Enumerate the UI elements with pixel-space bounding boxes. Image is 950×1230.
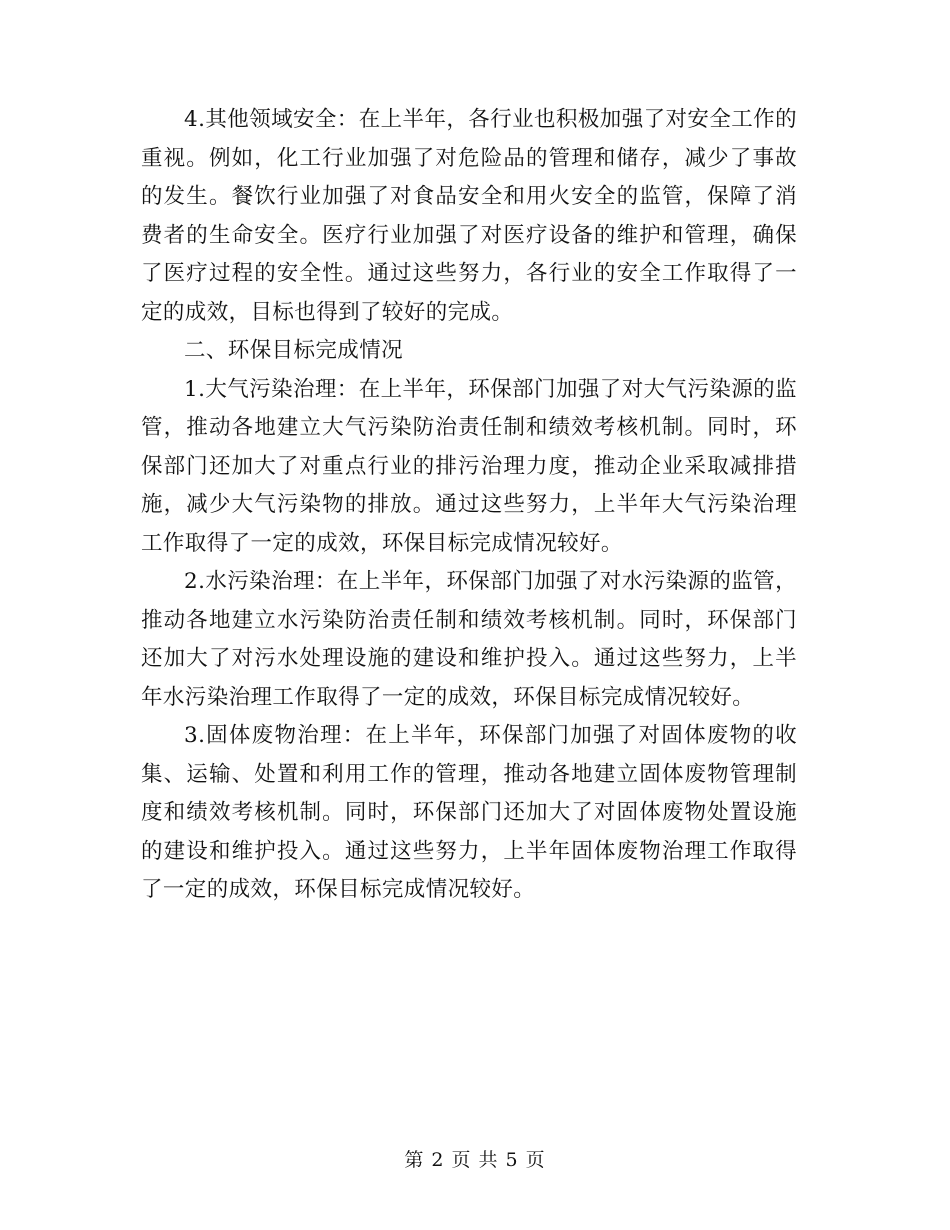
paragraph-other-fields-safety: 4.其他领域安全：在上半年，各行业也积极加强了对安全工作的重视。例如，化工行业加强了对危险品的管理和储存，减少了事故的发生。餐饮行业加强了对食品安全和用火安全的监管，保障了消费者的生命安全。医疗行业加强了对医疗设备的维护和管理，确保了医疗过程的安全性。通过这些努力，各行业的安全工作取得了一定的成效，目标也得到了较好的完成。 — [141, 107, 797, 325]
page-number-footer: 第 2 页 共 5 页 — [404, 1149, 546, 1171]
paragraph-air-pollution: 1.大气污染治理：在上半年，环保部门加强了对大气污染源的监管，推动各地建立大气污染防治责任制和绩效考核机制。同时，环保部门还加大了对重点行业的排污治理力度，推动企业采取减排措施，减少大气污染物的排放。通过这些努力，上半年大气污染治理工作取得了一定的成效，环保目标完成情况较好。 — [141, 376, 797, 556]
paragraph-solid-waste: 3.固体废物治理：在上半年，环保部门加强了对固体废物的收集、运输、处置和利用工作的管理，推动各地建立固体废物管理制度和绩效考核机制。同时，环保部门还加大了对固体废物处置设施的建设和维护投入。通过这些努力，上半年固体废物治理工作取得了一定的成效，环保目标完成情况较好。 — [141, 723, 797, 902]
document-body — [141, 101, 797, 910]
section-heading-environmental-goals: 二、环保目标完成情况 — [184, 338, 404, 363]
paragraph-water-pollution: 2.水污染治理：在上半年，环保部门加强了对水污染源的监管，推动各地建立水污染防治责任制和绩效考核机制。同时，环保部门还加大了对污水处理设施的建设和维护投入。通过这些努力，上半年水污染治理工作取得了一定的成效，环保目标完成情况较好。 — [141, 569, 797, 710]
